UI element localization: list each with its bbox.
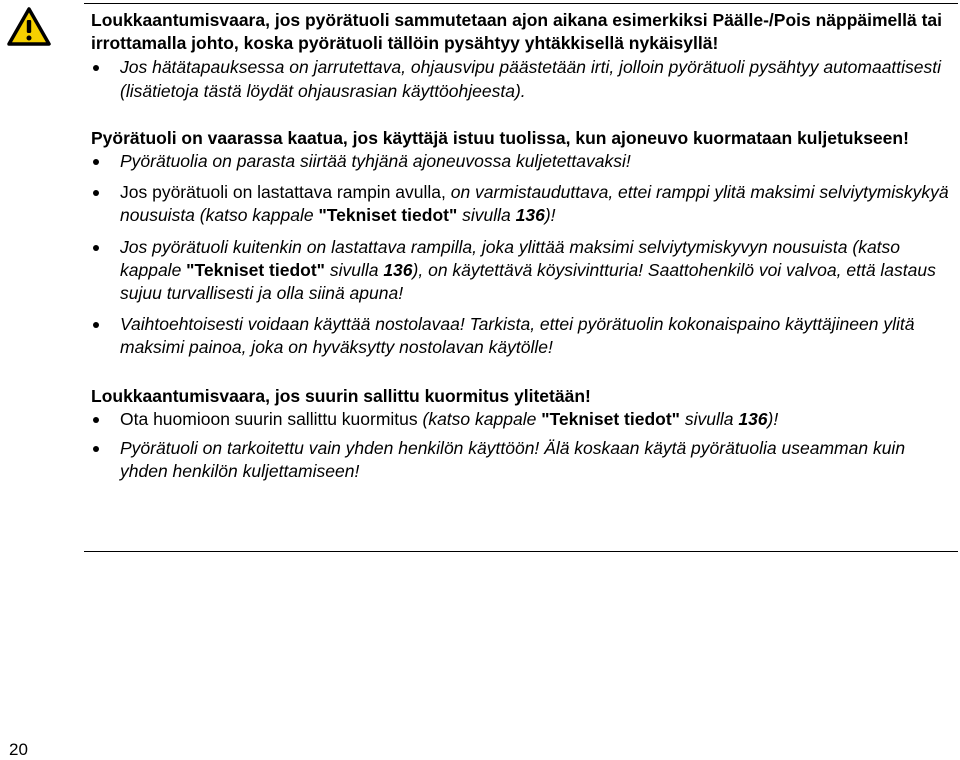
bullet-list [91,150,956,360]
page-number: 20 [9,740,28,759]
list-item: Pyörätuoli on tarkoitettu vain yhden henkilön käyttöön! Älä koskaan käytä pyörätuolia useamman kuin yhden henkilön kuljettamiseen! [91,437,956,483]
top-rule [84,3,958,4]
list-item: Jos pyörätuoli kuitenkin on lastattava rampilla, joka ylittää maksimi selviytymiskyvyn nousuista (katso kappale "Tekniset tiedot" sivulla 136), on käytettävä köysivintturia! Saattohenkilö voi valvoa, että lastaus sujuu turvallisesti ja olla siinä apuna! [91,236,956,306]
section-heading-tip-over: Pyörätuoli on vaarassa kaatua, jos käyttäjä istuu tuolissa, kun ajoneuvo kuormataan kuljetukseen! [91,127,909,148]
bullet-list [91,408,956,484]
bottom-rule [84,551,958,552]
warning-triangle-icon [7,7,51,47]
list-item: Jos pyörätuoli on lastattava rampin avulla, on varmistauduttava, ettei ramppi ylitä maksimi selviytymiskykyä nousuista (katso kappale "Tekniset tiedot" sivulla 136)! [91,181,956,227]
list-item: Jos hätätapauksessa on jarrutettava, ohjausvipu päästetään irti, jolloin pyörätuoli pysähtyy automaattisesti (lisätietoja tästä löydät ohjausrasian käyttöohjeesta). [91,56,956,102]
section-heading-switch-off: Loukkaantumisvaara, jos pyörätuoli sammutetaan ajon aikana esimerkiksi Päälle-/Pois näppäimellä tai irrottamalla johto, koska pyörätuoli tällöin pysähtyy yhtäkkisellä nykäisyllä! [91,10,943,54]
list-item: Vaihtoehtoisesti voidaan käyttää nostolavaa! Tarkista, ettei pyörätuolin kokonaispaino käyttäjineen ylitä maksimi painoa, joka on hyväksytty nostolavan käytölle! [91,313,956,359]
list-item: Ota huomioon suurin sallittu kuormitus (katso kappale "Tekniset tiedot" sivulla 136)! [91,408,956,431]
safety-notes [91,9,956,483]
bullet-list [91,56,956,102]
list-item: Pyörätuolia on parasta siirtää tyhjänä ajoneuvossa kuljetettavaksi! [91,150,956,173]
section-heading-overload: Loukkaantumisvaara, jos suurin sallittu kuormitus ylitetään! [91,385,591,406]
